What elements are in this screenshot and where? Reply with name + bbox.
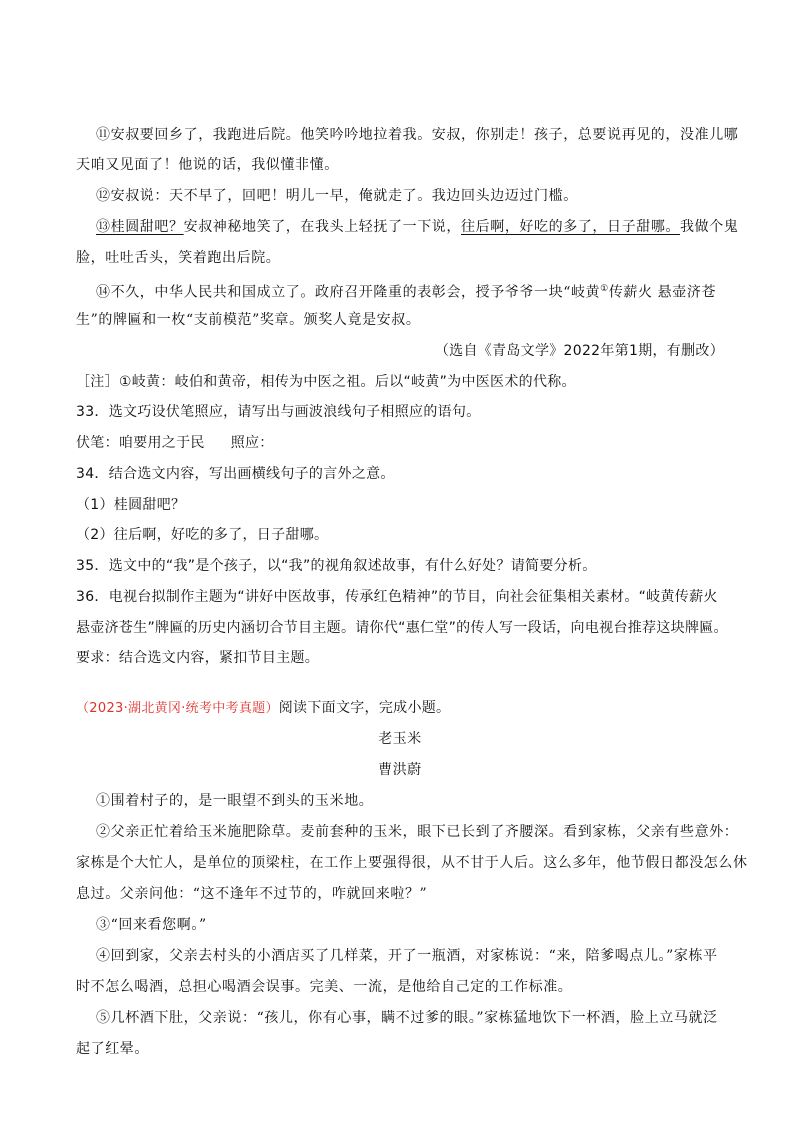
article-paragraph-4-line-1: ④回到家，父亲去村头的小酒店买了几样菜，开了一瓶酒，对家栋说：“来，陪爹喝点儿。”家栋平 xyxy=(96,948,718,964)
exam-source-line xyxy=(76,698,450,719)
article-paragraph-5-line-2: 起了红晕。 xyxy=(76,1041,149,1057)
foreshadow-label: 伏笔：咱要用之于民 xyxy=(76,435,205,451)
paragraph-14-text-cont: 传薪火 悬壶济苍 xyxy=(608,284,717,301)
footnote: ［注］①岐黄：岐伯和黄帝，相传为中医之祖。后以“岐黄”为中医医术的代称。 xyxy=(76,374,576,390)
article-paragraph-2-line-3: 息过。父亲问他：“这不逢年不过节的，咋就回来啦？” xyxy=(76,886,428,902)
paragraph-11-line-2: 天咱又见面了！他说的话，我似懂非懂。 xyxy=(76,157,339,173)
paragraph-11-line-1: ⑪安叔要回乡了，我跑进后院。他笑吟吟地拉着我。安叔，你别走！孩子，总要说再见的，没准儿哪 xyxy=(96,127,739,143)
paragraph-13-text: 安叔神秘地笑了，在我头上轻抚了一下说， xyxy=(183,219,462,235)
question-36-line-1: 36．电视台拟制作主题为“讲好中医故事，传承红色精神”的节目，向社会征集相关素材。“岐黄传薪火 xyxy=(76,589,718,605)
article-title: 老玉米 xyxy=(378,731,422,747)
reading-instruction: 阅读下面文字，完成小题。 xyxy=(278,700,451,716)
footnote-marker: ① xyxy=(600,284,609,294)
underlined-sentence-1: ⑬桂圆甜吧？ xyxy=(96,219,184,235)
question-34-part-1: （1）桂圆甜吧？ xyxy=(76,497,186,513)
article-paragraph-2-line-1: ②父亲正忙着给玉米施肥除草。麦前套种的玉米，眼下已长到了齐腰深。看到家栋，父亲有些意外： xyxy=(96,824,739,840)
paragraph-13-line-1 xyxy=(96,217,738,237)
exam-source-tag: （2023·湖北黄冈·统考中考真题） xyxy=(76,701,279,716)
question-34-part-2: （2）往后啊，好吃的多了，日子甜哪。 xyxy=(76,527,329,543)
underlined-sentence-2: 往后啊，好吃的多了，日子甜哪。 xyxy=(461,219,681,235)
article-paragraph-4-line-2: 时不怎么喝酒，总担心喝酒会误事。完美、一流，是他给自己定的工作标准。 xyxy=(76,979,573,995)
article-paragraph-2-line-2: 家栋是个大忙人，是单位的顶梁柱，在工作上要强得很，从不甘于人后。这么多年，他节假日都没怎么休 xyxy=(76,855,748,871)
paragraph-13-text-end: 我做个鬼 xyxy=(680,219,739,235)
question-36-line-2: 悬壶济苍生”牌匾的历史内涵切合节目主题。请你代“惠仁堂”的传人写一段话，向电视台推荐这块牌匾。 xyxy=(76,620,728,636)
paragraph-13-line-2: 脸，吐吐舌头，笑着跑出后院。 xyxy=(76,250,281,266)
source-citation: （选自《青岛文学》2022年第1期，有删改） xyxy=(434,343,724,359)
article-paragraph-1: ①围着村子的，是一眼望不到头的玉米地。 xyxy=(96,793,374,809)
question-33-answer-line xyxy=(76,433,274,453)
echo-label: 照应： xyxy=(230,435,274,451)
question-33: 33．选文巧设伏笔照应，请写出与画波浪线句子相照应的语句。 xyxy=(76,404,481,420)
article-author: 曹洪蔚 xyxy=(378,762,422,778)
paragraph-12: ⑫安叔说：天不早了，回吧！明儿一早，俺就走了。我边回头边迈过门槛。 xyxy=(96,188,578,204)
article-paragraph-3: ③“回来看您啊。” xyxy=(96,917,207,933)
question-35: 35．选文中的“我”是个孩子，以“我”的视角叙述故事，有什么好处？请简要分析。 xyxy=(76,558,597,574)
question-36-line-3: 要求：结合选文内容，紧扣节目主题。 xyxy=(76,650,320,666)
paragraph-14-line-1 xyxy=(96,279,716,303)
paragraph-14-line-2: 生”的牌匾和一枚“支前模范”奖章。颁奖人竟是安叔。 xyxy=(76,312,421,328)
question-34: 34．结合选文内容，写出画横线句子的言外之意。 xyxy=(76,466,395,482)
article-paragraph-5-line-1: ⑤几杯酒下肚，父亲说：“孩儿，你有心事，瞒不过爹的眼。”家栋猛地饮下一杯酒，脸上立马就泛 xyxy=(96,1010,718,1026)
paragraph-14-text: ⑭不久，中华人民共和国成立了。政府召开隆重的表彰会，授予爷爷一块“岐黄 xyxy=(96,284,601,301)
